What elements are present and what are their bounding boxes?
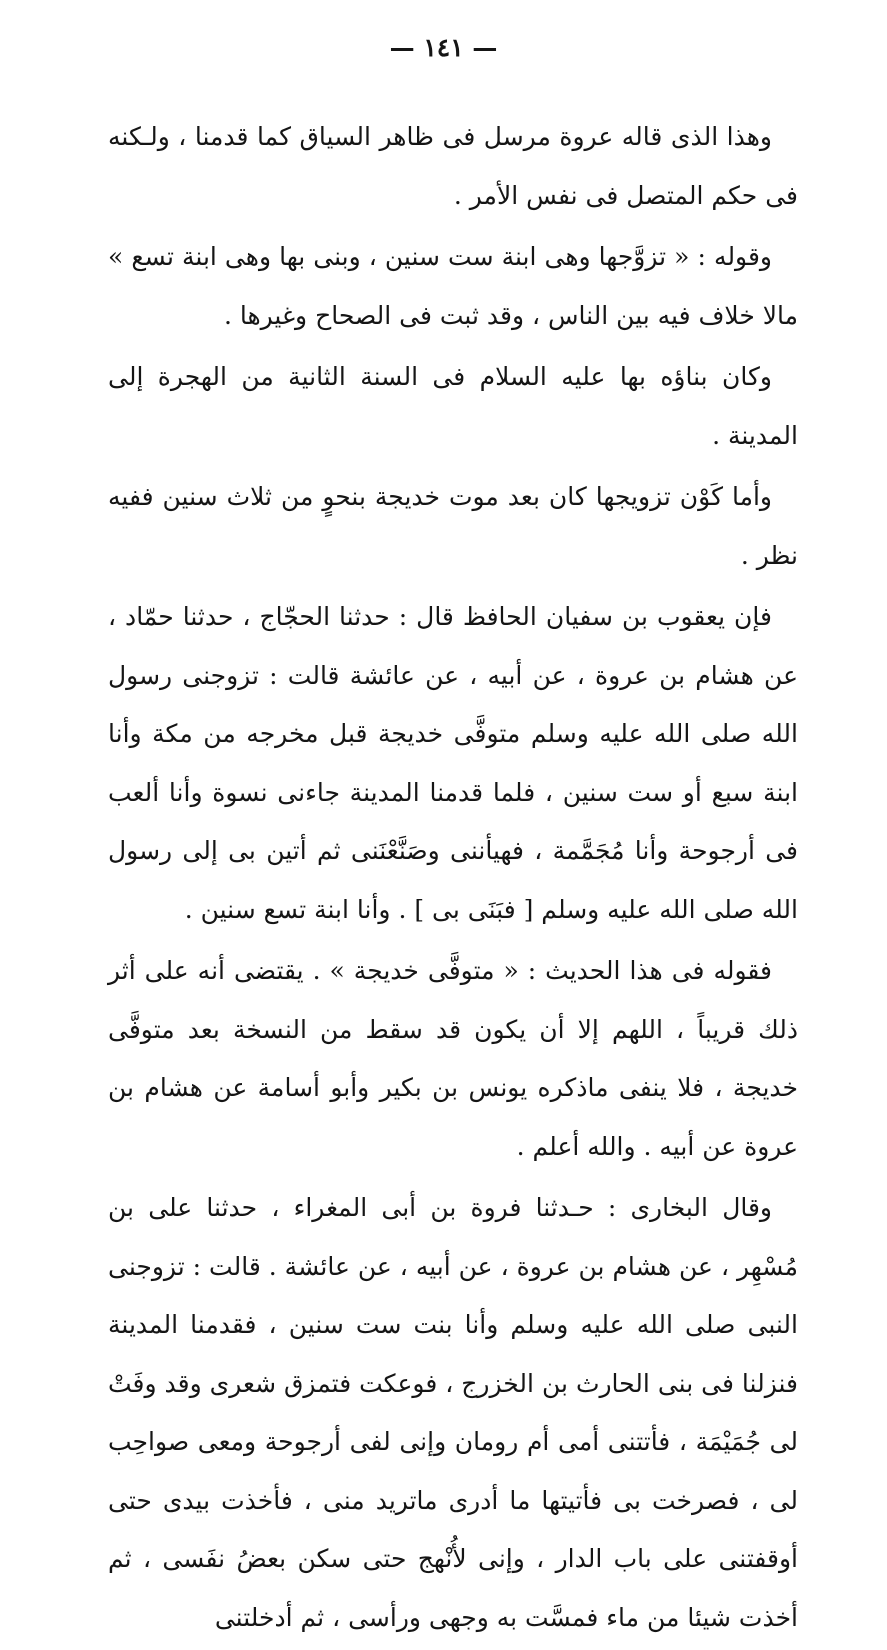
- page-number: — ١٤١ —: [389, 33, 498, 62]
- paragraph-marriage-age: وقوله : « تزوَّجها وهى ابنة ست سنين ، وبنى بها وهى ابنة تسع » مالا خلاف فيه بين الناس ، وقد ثبت فى الصحاح وغيرها .: [108, 242, 798, 330]
- text-body: [108, 108, 798, 1650]
- paragraph-after-khadija: وأما كَوْن تزويجها كان بعد موت خديجة بنحوٍ من ثلاث سنين ففيه نظر .: [108, 482, 798, 570]
- paragraph-urwa-mursal: وهذا الذى قاله عروة مرسل فى ظاهر السياق كما قدمنا ، ولـكنه فى حكم المتصل فى نفس الأمر .: [108, 122, 798, 210]
- paragraph-yaqub-narration: فإن يعقوب بن سفيان الحافظ قال : حدثنا الحجّاج ، حدثنا حمّاد ، عن هشام بن عروة ، عن أبيه ، عن عائشة قالت : تزوجنى رسول الله صلى الله عليه وسلم متوفَّى خديجة قبل مخرجه من مكة وأنا ابنة سبع أو ست سنين ، فلما قدمنا المدينة جاءنى نسوة وأنا ألعب فى أرجوحة وأنا مُجَمَّمة ، فهيأننى وصَنَّعْنَنى ثم أتين بى إلى رسول الله صلى الله عليه وسلم [ فبَنَى بى ] . وأنا ابنة تسع سنين .: [108, 602, 798, 924]
- paragraph-bukhari-narration: وقال البخارى : حـدثنا فروة بن أبى المغراء ، حدثنا على بن مُسْهِر ، عن هشام بن عروة ، عن أبيه ، عن عائشة . قالت : تزوجنى النبى صلى الله عليه وسلم وأنا بنت ست سنين ، فقدمنا المدينة فنزلنا فى بنى الحارث بن الخزرج ، فوعكت فتمزق شعرى وقد وفَتْ لى جُمَيْمَة ، فأتتنى أمى أم رومان وإنى لفى أرجوحة ومعى صواحِب لى ، فصرخت بى فأتيتها ما أدرى ماتريد منى ، فأخذت بيدى حتى أوقفتنى على باب الدار ، وإنى لأُنْهج حتى سكن بعضُ نفَسى ، ثم أخذت شيئا من ماء فمسَّت به وجهى ورأسى ، ثم أدخلتنى: [108, 1193, 798, 1632]
- paragraph-commentary: فقوله فى هذا الحديث : « متوفَّى خديجة » . يقتضى أنه على أثر ذلك قريباً ، اللهم إلا أن يكون قد سقط من النسخة بعد متوفَّى خديجة ، فلا ينفى ماذكره يونس بن بكير وأبو أسامة عن هشام بن عروة عن أبيه . والله أعلم .: [108, 956, 798, 1161]
- paragraph-consummation-year: وكان بناؤه بها عليه السلام فى السنة الثانية من الهجرة إلى المدينة .: [108, 362, 798, 450]
